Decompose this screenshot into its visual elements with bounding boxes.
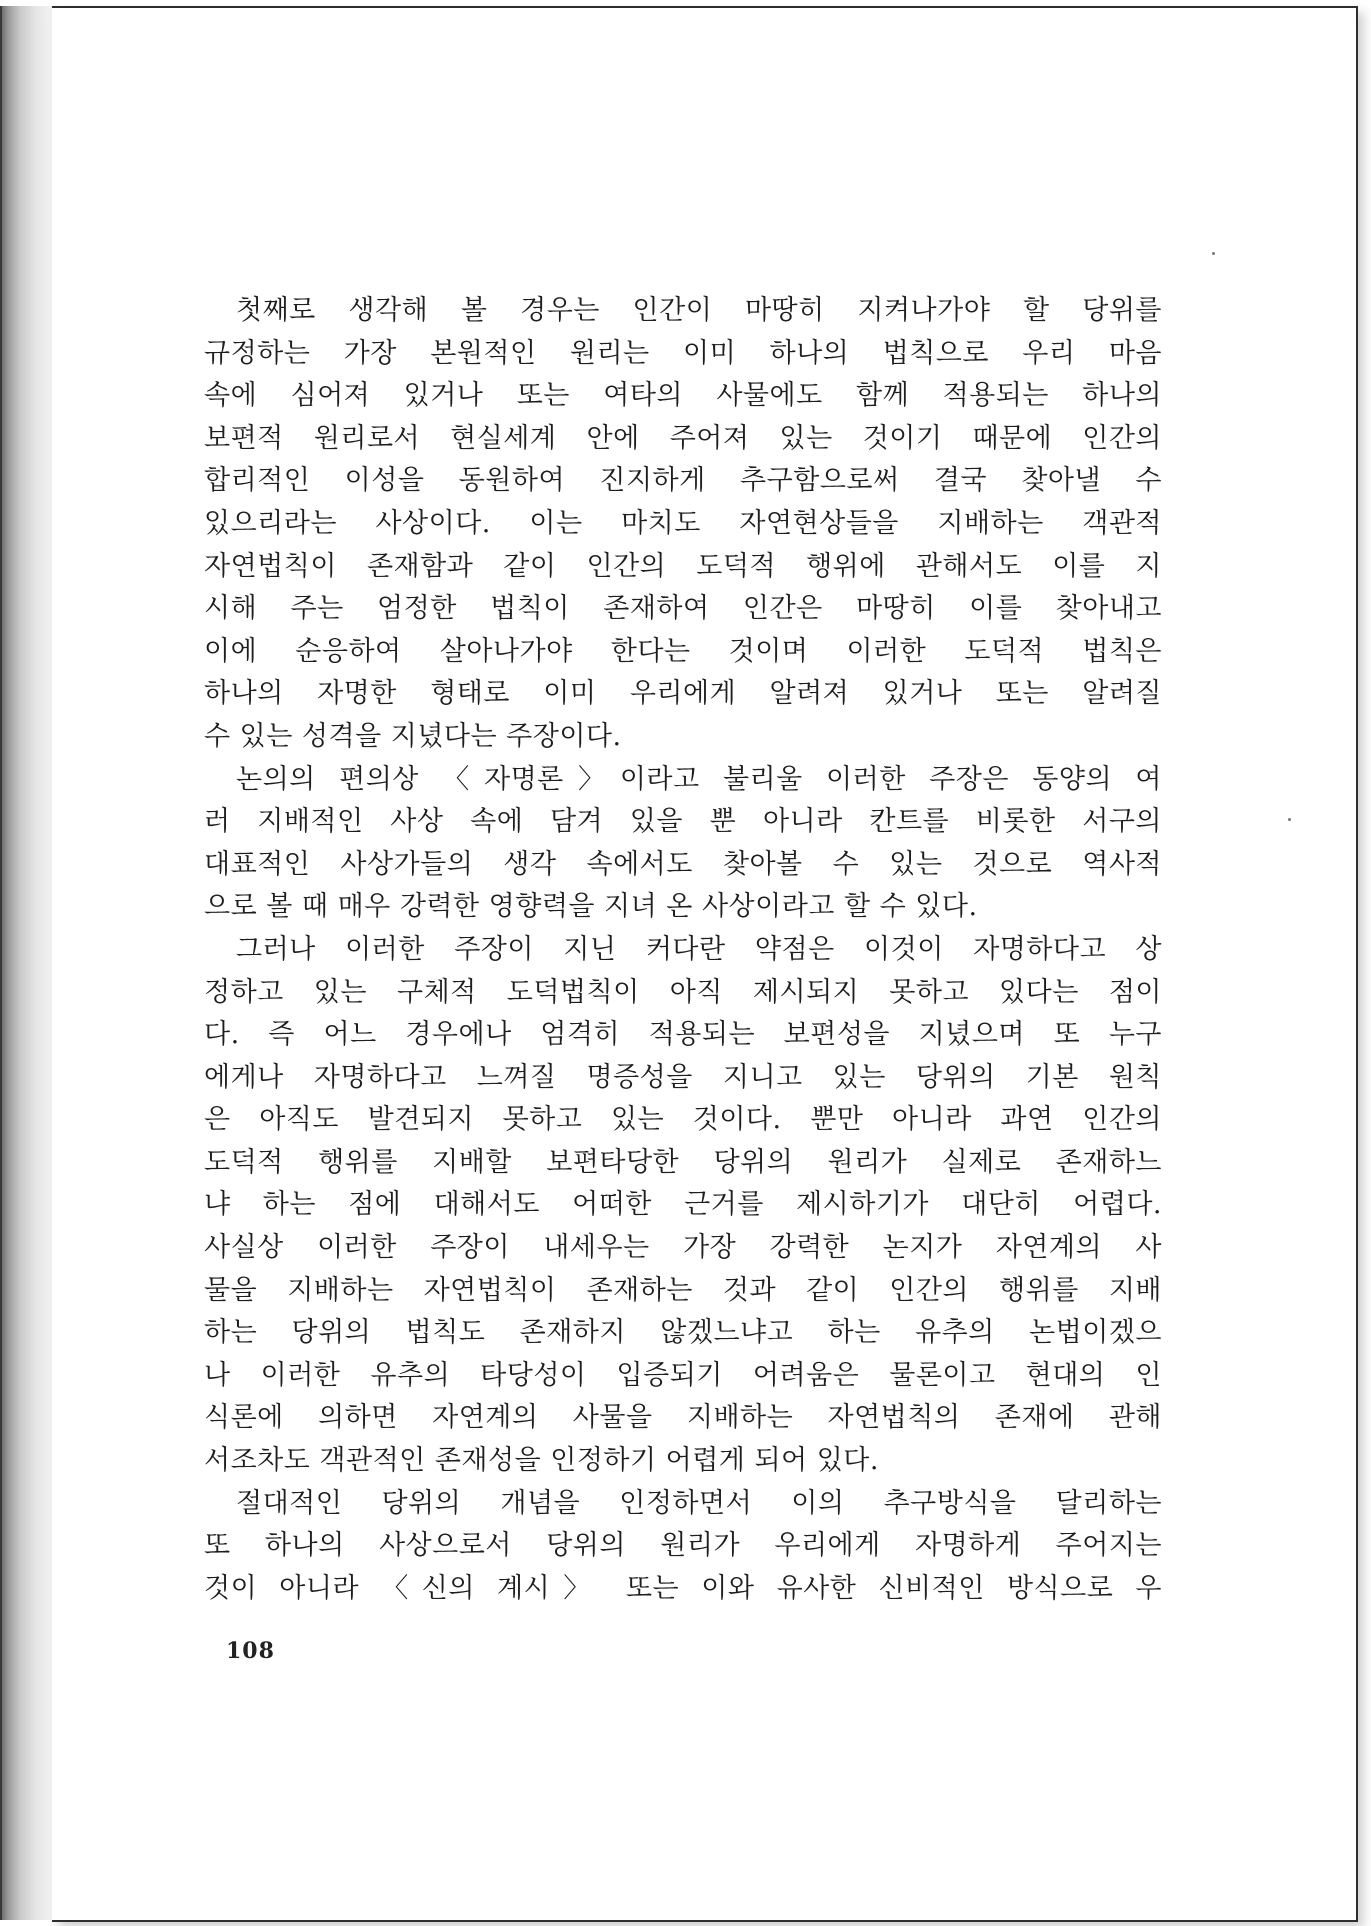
page-number: 108 xyxy=(226,1638,275,1664)
text-line: 자연법칙이 존재함과 같이 인간의 도덕적 행위에 관해서도 이를 지 xyxy=(204,550,1162,582)
book-spine-edge xyxy=(0,6,54,1920)
text-line: 식론에 의하면 자연계의 사물을 지배하는 자연법칙의 존재에 관해 xyxy=(204,1402,1162,1434)
text-line: 도덕적 행위를 지배할 보편타당한 당위의 원리가 실제로 존재하느 xyxy=(204,1146,1162,1178)
text-line: 대표적인 사상가들의 생각 속에서도 찾아볼 수 있는 것으로 역사적 xyxy=(204,848,1162,880)
text-line: 절대적인 당위의 개념을 인정하면서 이의 추구방식을 달리하는 xyxy=(236,1487,1162,1519)
text-line: 그러나 이러한 주장이 지닌 커다란 약점은 이것이 자명하다고 상 xyxy=(236,933,1162,965)
text-line: 다. 즉 어느 경우에나 엄격히 적용되는 보편성을 지녔으며 또 누구 xyxy=(204,1019,1162,1051)
text-line: 냐 하는 점에 대해서도 어떠한 근거를 제시하기가 대단히 어렵다. xyxy=(204,1189,1162,1221)
text-line: 속에 심어져 있거나 또는 여타의 사물에도 함께 적용되는 하나의 xyxy=(204,380,1162,412)
text-line: 이에 순응하여 살아나가야 한다는 것이며 이러한 도덕적 법칙은 xyxy=(204,635,1162,667)
text-line: 하나의 자명한 형태로 이미 우리에게 알려져 있거나 또는 알려질 xyxy=(204,678,1162,710)
text-line: 것이 아니라 〈신의 계시〉 또는 이와 유사한 신비적인 방식으로 우 xyxy=(204,1572,1162,1604)
text-line: 논의의 편의상 〈자명론〉이라고 불리울 이러한 주장은 동양의 여 xyxy=(236,763,1162,795)
text-line: 러 지배적인 사상 속에 담겨 있을 뿐 아니라 칸트를 비롯한 서구의 xyxy=(204,806,1162,838)
text-line: 나 이러한 유추의 타당성이 입증되기 어려움은 물론이고 현대의 인 xyxy=(204,1359,1162,1391)
scan-speck xyxy=(1212,252,1215,255)
text-line: 으로 볼 때 매우 강력한 영향력을 지녀 온 사상이라고 할 수 있다. xyxy=(204,891,978,923)
text-line: 규정하는 가장 본원적인 원리는 이미 하나의 법칙으로 우리 마음 xyxy=(204,337,1162,369)
scan-speck xyxy=(1288,818,1291,821)
text-line: 사실상 이러한 주장이 내세우는 가장 강력한 논지가 자연계의 사 xyxy=(204,1232,1162,1264)
text-line: 합리적인 이성을 동원하여 진지하게 추구함으로써 결국 찾아낼 수 xyxy=(204,465,1162,497)
text-line: 물을 지배하는 자연법칙이 존재하는 것과 같이 인간의 행위를 지배 xyxy=(204,1274,1162,1306)
text-line: 시해 주는 엄정한 법칙이 존재하여 인간은 마땅히 이를 찾아내고 xyxy=(204,593,1162,625)
text-line: 첫째로 생각해 볼 경우는 인간이 마땅히 지켜나가야 할 당위를 xyxy=(236,295,1162,326)
text-line: 하는 당위의 법칙도 존재하지 않겠느냐고 하는 유추의 논법이겠으 xyxy=(204,1317,1162,1349)
text-line: 은 아직도 발견되지 못하고 있는 것이다. 뿐만 아니라 과연 인간의 xyxy=(204,1104,1162,1136)
text-line: 정하고 있는 구체적 도덕법칙이 아직 제시되지 못하고 있다는 점이 xyxy=(204,976,1162,1008)
text-line: 서조차도 객관적인 존재성을 인정하기 어렵게 되어 있다. xyxy=(204,1445,879,1477)
text-line: 있으리라는 사상이다. 이는 마치도 자연현상들을 지배하는 객관적 xyxy=(204,507,1162,539)
text-line: 보편적 원리로서 현실세계 안에 주어져 있는 것이기 때문에 인간의 xyxy=(204,422,1162,454)
body-text xyxy=(204,290,1162,1610)
text-line: 수 있는 성격을 지녔다는 주장이다. xyxy=(204,720,622,752)
text-line: 에게나 자명하다고 느껴질 명증성을 지니고 있는 당위의 기본 원칙 xyxy=(204,1061,1162,1093)
text-line: 또 하나의 사상으로서 당위의 원리가 우리에게 자명하게 주어지는 xyxy=(204,1530,1162,1562)
